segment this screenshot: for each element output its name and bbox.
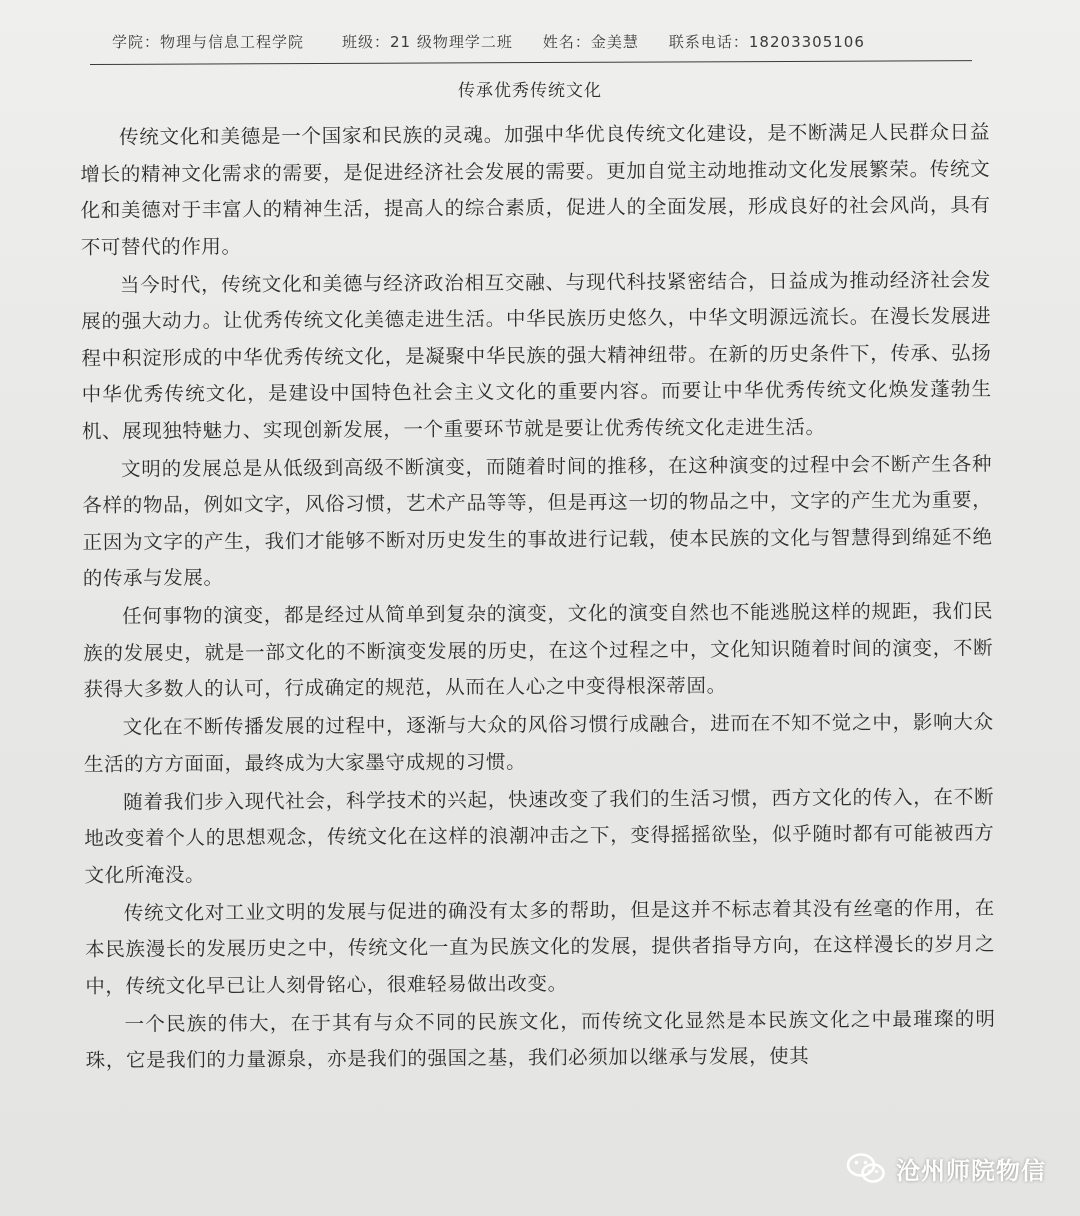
student-info-header bbox=[112, 26, 972, 56]
essay-paragraph: 当今时代，传统文化和美德与经济政治相互交融、与现代科技紧密结合，日益成为推动经济社会发展的强大动力。让优秀传统文化美德走进生活。中华民族历史悠久，中华文明源远流长。在漫长发展进程中积淀形成的中华优秀传统文化，是凝聚中华民族的强大精神纽带。在新的历史条件下，传承、弘扬中华优秀传统文化，是建设中国特色社会主义文化的重要内容。而要让中华优秀传统文化焕发蓬勃生机、展现独特魅力、实现创新发展，一个重要环节就是要让优秀传统文化走进生活。 bbox=[81, 267, 992, 443]
essay-paragraph: 随着我们步入现代社会，科学技术的兴起，快速改变了我们的生活习惯，西方文化的传入，在不断地改变着个人的思想观念，传统文化在这样的浪潮冲击之下，变得摇摇欲坠，似乎随时都有可能被西方文化所淹没。 bbox=[84, 784, 995, 887]
wechat-icon bbox=[846, 1152, 886, 1186]
essay-title: 传承优秀传统文化 bbox=[458, 81, 602, 101]
essay-paragraph: 一个民族的伟大，在于其有与众不同的民族文化，而传统文化显然是本民族文化之中最璀璨的明珠，它是我们的力量源泉，亦是我们的强国之基，我们必须加以继承与发展，使其 bbox=[85, 1006, 996, 1072]
essay-paragraph: 传统文化对工业文明的发展与促进的确没有太多的帮助，但是这并不标志着其没有丝毫的作用，在本民族漫长的发展历史之中，传统文化一直为民族文化的发展，提供者指导方向，在这样漫长的岁月之中，传统文化早已让人刻骨铭心，很难轻易做出改变。 bbox=[84, 895, 996, 998]
phone-field: 联系电话：18203305106 bbox=[668, 32, 865, 51]
watermark-text: 沧州师院物信 bbox=[896, 1157, 1046, 1185]
college-field: 学院：物理与信息工程学院 bbox=[112, 32, 305, 51]
class-field: 班级：21 级物理学二班 bbox=[342, 32, 513, 51]
name-field: 姓名：金美慧 bbox=[542, 32, 639, 51]
essay-paragraph: 文化在不断传播发展的过程中，逐渐与大众的风俗习惯行成融合，进而在不知不觉之中，影响大众生活的方方面面，最终成为大家墨守成规的习惯。 bbox=[83, 710, 994, 776]
account-watermark bbox=[846, 1151, 1046, 1186]
essay-paragraph: 文明的发展总是从低级到高级不断演变，而随着时间的推移，在这种演变的过程中会不断产生各种各样的物品，例如文字，风俗习惯，艺术产品等等，但是再这一切的物品之中，文字的产生尤为重要，正因为文字的产生，我们才能够不断对历史发生的事故进行记载，使本民族的文化与智慧得到绵延不绝的传承与发展。 bbox=[82, 451, 993, 590]
essay-body bbox=[80, 114, 996, 1081]
header-divider bbox=[90, 60, 972, 65]
essay-paragraph: 任何事物的演变，都是经过从简单到复杂的演变，文化的演变自然也不能逃脱这样的规距，我们民族的发展史，就是一部文化的不断演变发展的历史，在这个过程之中，文化知识随着时间的演变，不断获得大多数人的认可，行成确定的规范，从而在人心之中变得根深蒂固。 bbox=[83, 599, 994, 701]
essay-paragraph: 传统文化和美德是一个国家和民族的灵魂。加强中华优良传统文化建设，是不断满足人民群众日益增长的精神文化需求的需要，是促进经济社会发展的需要。更加自觉主动地推动文化发展繁荣。传统文化和美德对于丰富人的精神生活，提高人的综合素质，促进人的全面发展，形成良好的社会风尚，具有不可替代的作用。 bbox=[80, 120, 991, 259]
